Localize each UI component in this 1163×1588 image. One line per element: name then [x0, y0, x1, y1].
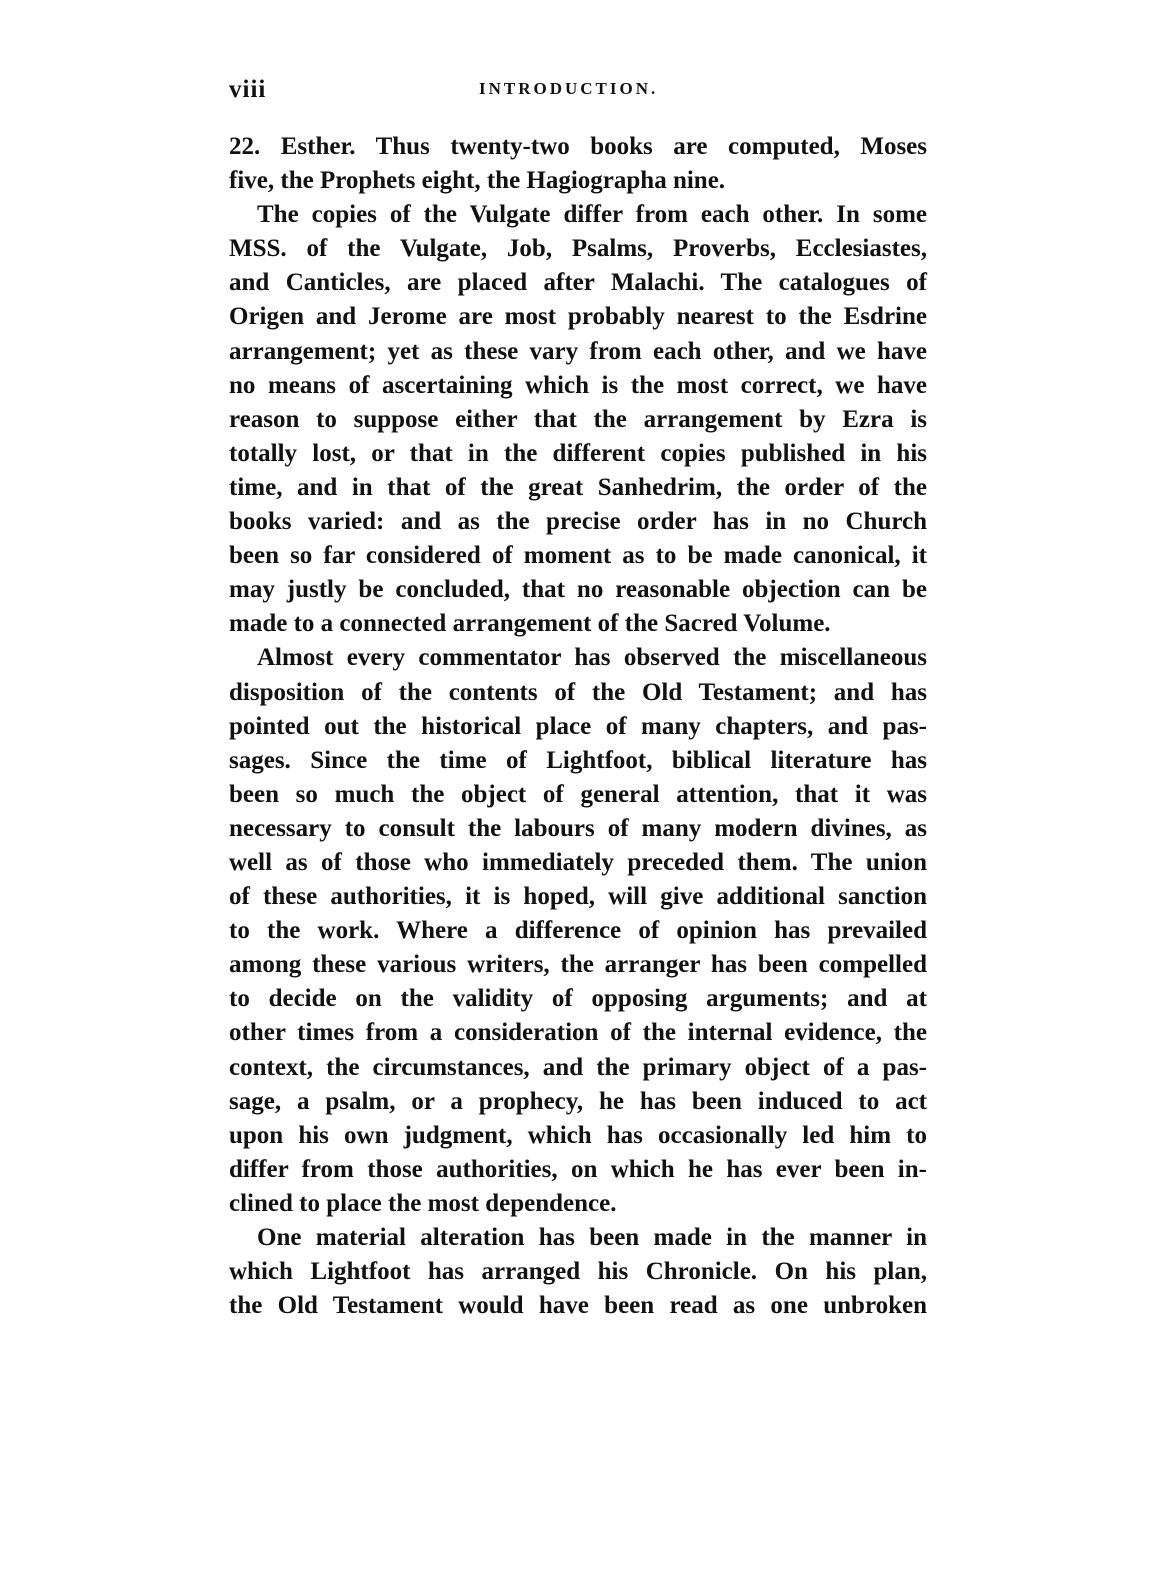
text-line: clined to place the most dependence.: [229, 1189, 617, 1217]
text-line: time, and in that of the great Sanhedrim, the order of the: [229, 473, 927, 501]
paragraph-start-line: One material alteration has been made in the manner in: [257, 1224, 927, 1251]
text-line: no means of ascertaining which is the most correct, we have: [229, 371, 927, 399]
text-line: disposition of the contents of the Old Testament; and has: [229, 678, 927, 706]
text-line: been so much the object of general attention, that it was: [229, 780, 927, 808]
text-line: MSS. of the Vulgate, Job, Psalms, Proverbs, Ecclesiastes,: [229, 235, 927, 263]
paragraph-start-line: Almost every commentator has observed the miscellaneous: [257, 644, 927, 672]
body-text: [229, 130, 927, 1323]
text-line: may justly be concluded, that no reasonable objection can be: [229, 576, 927, 604]
running-head: INTRODUCTION.: [479, 79, 659, 98]
text-line: of these authorities, it is hoped, will give additional sanction: [229, 883, 927, 911]
text-line: five, the Prophets eight, the Hagiographa nine.: [229, 167, 726, 195]
paragraph-start-line: The copies of the Vulgate differ from each other. In some: [257, 201, 927, 229]
text-line: well as of those who immediately preceded them. The union: [229, 848, 927, 876]
text-line: and Canticles, are placed after Malachi. The catalogues of: [229, 269, 927, 297]
text-line: sages. Since the time of Lightfoot, biblical literature has: [229, 746, 927, 774]
text-line: arrangement; yet as these vary from each other, and we have: [229, 337, 927, 365]
text-line: context, the circumstances, and the primary object of a pas-: [229, 1053, 927, 1081]
text-line: necessary to consult the labours of many modern divines, as: [229, 814, 927, 842]
text-line: pointed out the historical place of many chapters, and pas-: [229, 712, 927, 740]
page-header: [229, 76, 927, 106]
text-line: books varied: and as the precise order has in no Church: [229, 508, 927, 536]
text-line: Origen and Jerome are most probably nearest to the Esdrine: [229, 303, 927, 331]
text-line: upon his own judgment, which has occasionally led him to: [229, 1121, 927, 1149]
text-line: made to a connected arrangement of the Sacred Volume.: [229, 610, 831, 638]
text-line: 22. Esther. Thus twenty-two books are computed, Moses: [229, 133, 927, 160]
text-line: sage, a psalm, or a prophecy, he has been induced to act: [229, 1087, 927, 1115]
text-line: reason to suppose either that the arrangement by Ezra is: [229, 405, 927, 433]
text-line: which Lightfoot has arranged his Chronicle. On his plan,: [229, 1258, 927, 1286]
text-line: totally lost, or that in the different copies published in his: [229, 439, 927, 467]
text-line: among these various writers, the arranger has been compelled: [229, 951, 927, 979]
text-line: to the work. Where a difference of opinion has prevailed: [229, 917, 927, 945]
text-line: the Old Testament would have been read as one unbroken: [229, 1292, 927, 1320]
text-line: other times from a consideration of the internal evidence, the: [229, 1019, 927, 1047]
page-number: viii: [229, 76, 267, 103]
text-line: to decide on the validity of opposing arguments; and at: [229, 985, 927, 1013]
text-line: been so far considered of moment as to be made canonical, it: [229, 542, 927, 570]
text-line: differ from those authorities, on which he has ever been in-: [229, 1155, 927, 1183]
